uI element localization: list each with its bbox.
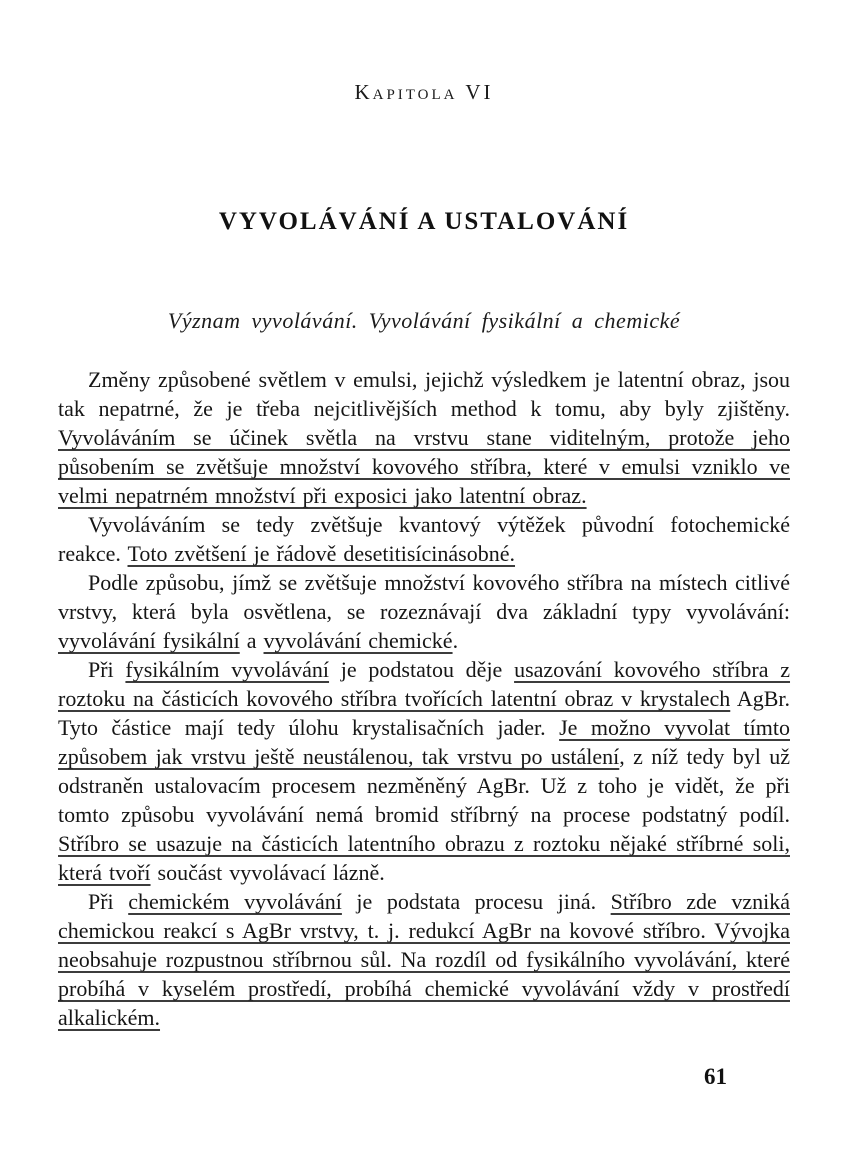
underlined-text: Stříbro zde vzniká chemickou reakcí s AgBr vrstvy, t. j. redukcí AgBr na kovové stříbro. Vývojka neobsahuje rozpustnou stříbrnou sůl. Na rozdíl od fysikálního vyvolávání, které probíhá v kyselém prostředí, probíhá chemické vyvolávání vždy v prostředí alkalickém. xyxy=(58,889,790,1030)
text-segment: Podle způsobu, jímž se zvětšuje množství kovového stříbra na místech citlivé vrstvy, která byla osvětlena, se rozeznávají dva základní typy vyvolávání: xyxy=(58,570,790,624)
paragraph xyxy=(58,887,790,1032)
text-segment: Vyvoláváním se tedy zvětšuje kvantový výtěžek původní fotochemické reakce. xyxy=(58,512,790,566)
paragraph xyxy=(58,365,790,510)
text-segment: AgBr. Tyto částice mají tedy úlohu krystalisačních jader. xyxy=(58,686,790,740)
text-segment: , z níž tedy byl už odstraněn ustalovacím procesem nezměněný AgBr. Už z toho je vidět, že při tomto způsobu vyvolávání nemá bromid stříbrný na procese podstatný podíl. xyxy=(58,744,790,827)
body-text xyxy=(58,365,790,1032)
text-segment: součást vyvolávací lázně. xyxy=(150,860,385,885)
text-segment: Při xyxy=(88,657,126,682)
underlined-text: vyvolávání chemické xyxy=(263,628,453,653)
section-subtitle: Význam vyvolávání. Vyvolávání fysikální a chemické xyxy=(167,308,681,333)
page-number: 61 xyxy=(704,1064,727,1089)
paragraph xyxy=(58,510,790,568)
underlined-text: Vyvoláváním se účinek světla na vrstvu stane viditelným, protože jeho působením se zvětšuje množství kovového stříbra, které v emulsi vzniklo ve velmi nepatrném množství při exposici jako latentní obraz. xyxy=(58,425,790,508)
underlined-text: chemickém vyvolávání xyxy=(128,889,342,914)
text-segment: Změny způsobené světlem v emulsi, jejichž výsledkem je latentní obraz, jsou tak nepatrné, že je třeba nejcitlivějších method k tomu, aby byly zjištěny. xyxy=(58,367,790,421)
paragraph xyxy=(58,655,790,887)
text-segment: a xyxy=(239,628,264,653)
text-segment: je podstata procesu jiná. xyxy=(341,889,611,914)
underlined-text: Toto zvětšení je řádově desetitisícinásobné. xyxy=(127,541,516,566)
underlined-text: usazování kovového stříbra z roztoku na částicích kovového stříbra tvořících latentní obraz v krystalech xyxy=(58,657,791,711)
text-segment: Při xyxy=(88,889,129,914)
underlined-text: fysikálním vyvolávání xyxy=(125,657,330,682)
page-title: VYVOLÁVÁNÍ A USTALOVÁNÍ xyxy=(218,208,630,235)
underlined-text: vyvolávání fysikální xyxy=(58,628,240,653)
text-segment: je podstatou děje xyxy=(329,657,515,682)
paragraph xyxy=(58,568,790,655)
underlined-text: Stříbro se usazuje na částicích latentního obrazu z roztoku nějaké stříbrné soli, která tvoří xyxy=(58,831,790,885)
underlined-text: Je možno vyvolat tímto způsobem jak vrstvu ještě neustálenou, tak vrstvu po ustálení xyxy=(58,715,790,769)
text-segment: . xyxy=(452,628,459,653)
chapter-heading: Kapitola VI xyxy=(354,80,494,104)
